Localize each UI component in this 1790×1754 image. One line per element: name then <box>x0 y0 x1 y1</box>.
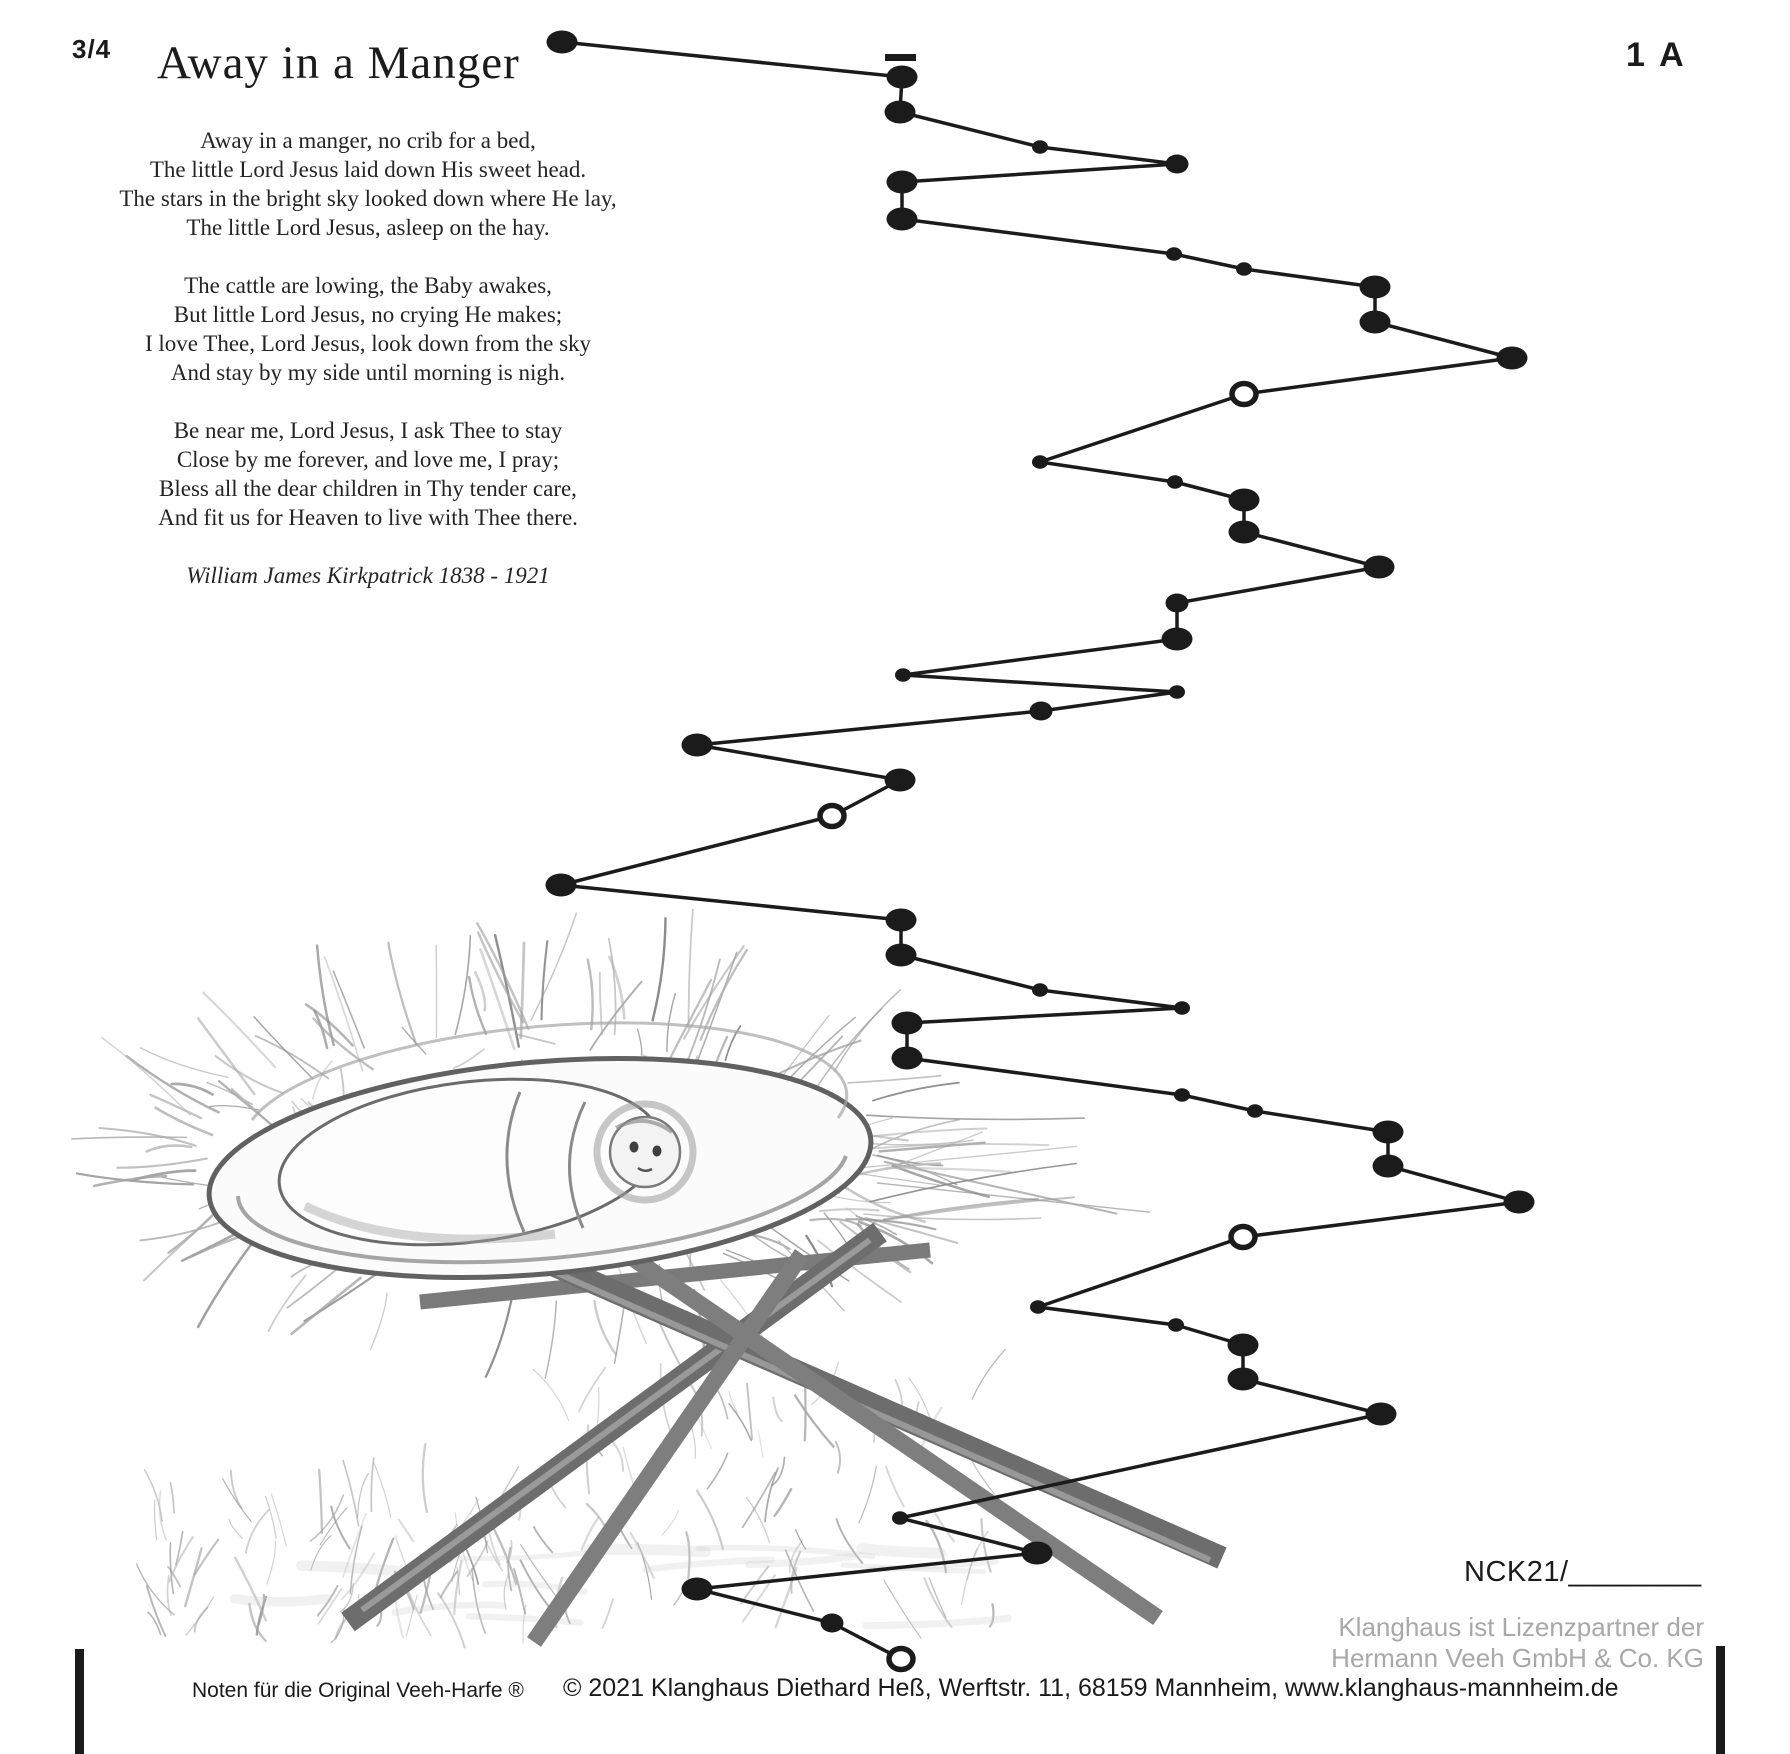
note-big <box>1228 1368 1259 1391</box>
note-small <box>1247 1104 1263 1118</box>
note-big <box>547 31 578 54</box>
note-open <box>1231 1227 1255 1248</box>
note-small <box>1032 140 1048 154</box>
tenuto-bar <box>885 54 916 61</box>
lyric-line: The little Lord Jesus, asleep on the hay. <box>186 215 550 240</box>
note-big <box>1364 556 1395 579</box>
note-small <box>1166 247 1182 261</box>
note-big <box>892 1012 923 1035</box>
crop-mark-right <box>1716 1646 1725 1754</box>
note-big <box>887 171 918 194</box>
lyrics-block <box>78 126 658 590</box>
note-big <box>546 874 577 897</box>
lyric-line: I love Thee, Lord Jesus, look down from the sky <box>144 331 592 356</box>
manger-illustration <box>72 910 1222 1648</box>
note-big <box>886 909 917 932</box>
license-line: Klanghaus ist Lizenzpartner der <box>1338 1612 1704 1642</box>
note-big <box>892 1047 923 1070</box>
note-med <box>1030 702 1053 721</box>
lyric-line: Bless all the dear children in Thy tender care, <box>159 476 577 501</box>
lyric-line: And stay by my side until morning is nigh. <box>170 360 566 385</box>
note-big <box>886 944 917 967</box>
license-note <box>1331 1612 1704 1674</box>
note-open <box>889 1649 913 1670</box>
note-big <box>1373 1155 1404 1178</box>
note-big <box>1360 276 1391 299</box>
grass-strokes <box>137 1350 1009 1648</box>
note-big <box>682 1578 713 1601</box>
composer-credit: William James Kirkpatrick 1838 - 1921 <box>186 563 550 588</box>
edition-note: Noten für die Original Veeh-Harfe ® <box>192 1679 524 1702</box>
note-open <box>1232 384 1256 405</box>
catalog-number: NCK21/________ <box>1464 1556 1702 1588</box>
note-open <box>820 806 844 827</box>
time-signature: 3/4 <box>72 34 112 64</box>
note-small <box>1168 1318 1184 1332</box>
note-small <box>1174 1001 1190 1015</box>
note-small <box>1030 1300 1046 1314</box>
lyric-line: And fit us for Heaven to live with Thee there. <box>158 505 578 530</box>
lyric-line: Be near me, Lord Jesus, I ask Thee to stay <box>173 418 563 443</box>
note-small <box>1032 455 1048 469</box>
lyric-line: The cattle are lowing, the Baby awakes, <box>184 273 552 298</box>
note-big <box>682 734 713 757</box>
note-small <box>1169 685 1185 699</box>
note-big <box>887 208 918 231</box>
note-med <box>1166 155 1189 174</box>
note-big <box>1022 1542 1053 1565</box>
lyric-line: But little Lord Jesus, no crying He makes; <box>173 302 563 327</box>
crop-mark-left <box>75 1649 84 1754</box>
lyric-line: The little Lord Jesus laid down His sweet head. <box>149 157 587 182</box>
note-big <box>1229 489 1260 512</box>
note-small <box>1032 983 1048 997</box>
note-big <box>1360 311 1391 334</box>
note-big <box>1497 347 1528 370</box>
lyrics-stanza-3 <box>78 416 658 532</box>
note-med <box>821 1614 844 1633</box>
note-big <box>1373 1121 1404 1144</box>
note-small <box>892 1511 908 1525</box>
note-small <box>1167 475 1183 489</box>
note-big <box>1366 1403 1397 1426</box>
copyright-line: © 2021 Klanghaus Diethard Heß, Werftstr. 11, 68159 Mannheim, www.klanghaus-mannheim.de <box>563 1674 1619 1702</box>
note-big <box>1162 628 1193 651</box>
lyric-line: Close by me forever, and love me, I pray; <box>176 447 560 472</box>
page-title: Away in a Manger <box>157 37 520 89</box>
note-big <box>885 769 916 792</box>
note-small <box>1174 1088 1190 1102</box>
note-small <box>1236 262 1252 276</box>
lyrics-stanza-1 <box>78 126 658 242</box>
note-big <box>1504 1191 1535 1214</box>
license-line: Hermann Veeh GmbH & Co. KG <box>1331 1643 1704 1673</box>
lyric-line: Away in a manger, no crib for a bed, <box>200 128 536 153</box>
note-big <box>1228 1334 1259 1357</box>
note-big <box>887 66 918 89</box>
note-med <box>1166 594 1189 613</box>
note-big <box>1229 521 1260 544</box>
lyric-line: The stars in the bright sky looked down where He lay, <box>119 186 617 211</box>
page-code: 1 A <box>1626 36 1687 74</box>
lyrics-stanza-2 <box>78 271 658 387</box>
note-small <box>895 668 911 682</box>
note-big <box>885 101 916 124</box>
